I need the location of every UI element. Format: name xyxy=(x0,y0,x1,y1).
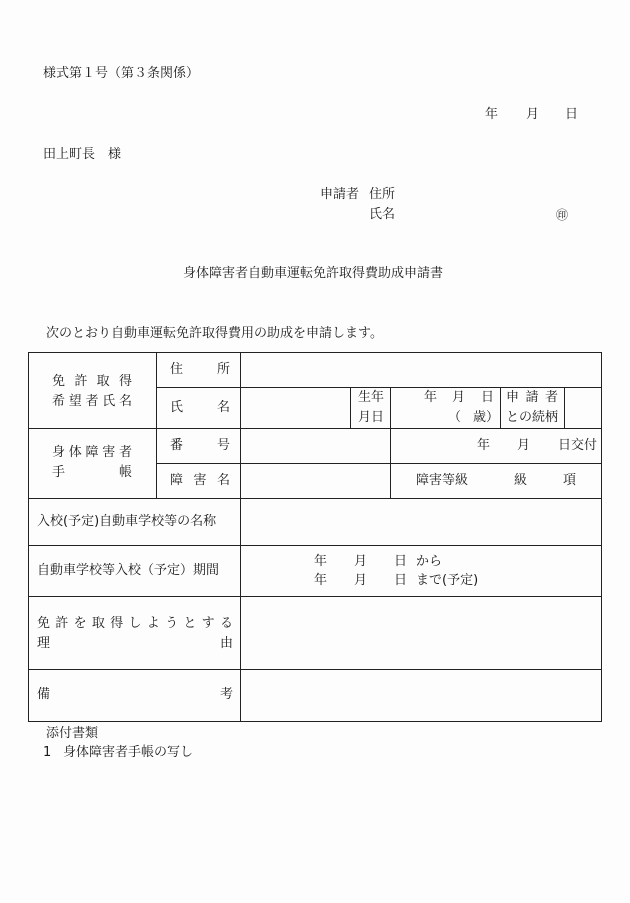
period-to-suffix: まで(予定) xyxy=(416,573,479,588)
age-unit: 歳） xyxy=(473,410,500,425)
attachment-item-number: 1 xyxy=(43,745,52,760)
grade-unit: 級 xyxy=(514,473,528,488)
attachments-title: 添付書類 xyxy=(46,726,99,741)
rule xyxy=(28,596,602,597)
period-label: 自動車学校等入校（予定）期間 xyxy=(37,563,220,578)
intro-text: 次のとおり自動車運転免許取得費用の助成を申請します。 xyxy=(46,326,383,341)
applicant-name-header-line2: 希 望 者 氏 名 xyxy=(52,394,132,409)
birth-year: 年 xyxy=(424,390,438,405)
rule xyxy=(156,352,157,498)
form-number: 様式第１号（第３条関係） xyxy=(43,66,200,81)
period-to-month: 月 xyxy=(354,573,368,588)
age-open: （ xyxy=(448,410,462,425)
issue-year: 年 xyxy=(477,438,491,453)
birth-month: 月 xyxy=(452,390,466,405)
date-month: 月 xyxy=(526,107,540,122)
applicant-address-label: 住所 xyxy=(369,187,396,202)
birth-day: 日 xyxy=(481,390,495,405)
attachment-item: 身体障害者手帳の写し xyxy=(63,745,194,760)
school-name-label: 入校(予定)自動車学校等の名称 xyxy=(37,514,217,529)
disability-name-label: 障 害 名 xyxy=(170,473,230,488)
period-from-day: 日 xyxy=(394,554,408,569)
rule xyxy=(390,387,391,498)
rule xyxy=(240,352,241,722)
period-to-day: 日 xyxy=(394,573,408,588)
period-from-month: 月 xyxy=(354,554,368,569)
applicant-label: 申請者 xyxy=(320,187,360,202)
rule xyxy=(28,669,602,670)
document-title: 身体障害者自動車運転免許取得費助成申請書 xyxy=(183,266,444,281)
period-to-year: 年 xyxy=(314,573,328,588)
reason-label-line2: 理 由 xyxy=(37,636,233,651)
name-label: 氏 名 xyxy=(170,400,230,415)
period-from-year: 年 xyxy=(314,554,328,569)
handbook-header-line1: 身 体 障 害 者 xyxy=(52,445,132,460)
date-year: 年 xyxy=(485,107,499,122)
issue-day: 日交付 xyxy=(558,438,598,453)
grade-label: 障害等級 xyxy=(416,473,469,488)
address-label: 住 所 xyxy=(170,362,230,377)
applicant-name-label: 氏名 xyxy=(369,207,396,222)
period-from-suffix: から xyxy=(416,554,443,569)
rule xyxy=(564,387,565,428)
rule xyxy=(28,498,602,499)
addressee: 田上町長 様 xyxy=(43,147,122,162)
date-day: 日 xyxy=(565,107,579,122)
rule xyxy=(350,387,351,428)
reason-label-line1: 免 許 を 取 得 し よ う と す る xyxy=(37,616,233,631)
issue-month: 月 xyxy=(517,438,531,453)
rule xyxy=(28,428,602,429)
application-table xyxy=(28,352,602,722)
relation-label-1: 申 請 者 xyxy=(506,390,558,405)
seal-mark: ㊞ xyxy=(556,208,569,222)
remarks-label: 備 考 xyxy=(37,687,233,702)
birth-label-1: 生年 xyxy=(358,390,385,405)
rule xyxy=(500,387,501,428)
relation-label-2: との続柄 xyxy=(506,410,559,425)
handbook-header-line2: 手 帳 xyxy=(52,465,132,480)
rule xyxy=(156,387,602,388)
rule xyxy=(156,463,602,464)
rule xyxy=(28,545,602,546)
item-unit: 項 xyxy=(563,473,577,488)
birth-label-2: 月日 xyxy=(358,410,385,425)
applicant-name-header-line1: 免 許 取 得 xyxy=(52,374,132,389)
handbook-number-label: 番 号 xyxy=(170,438,230,453)
